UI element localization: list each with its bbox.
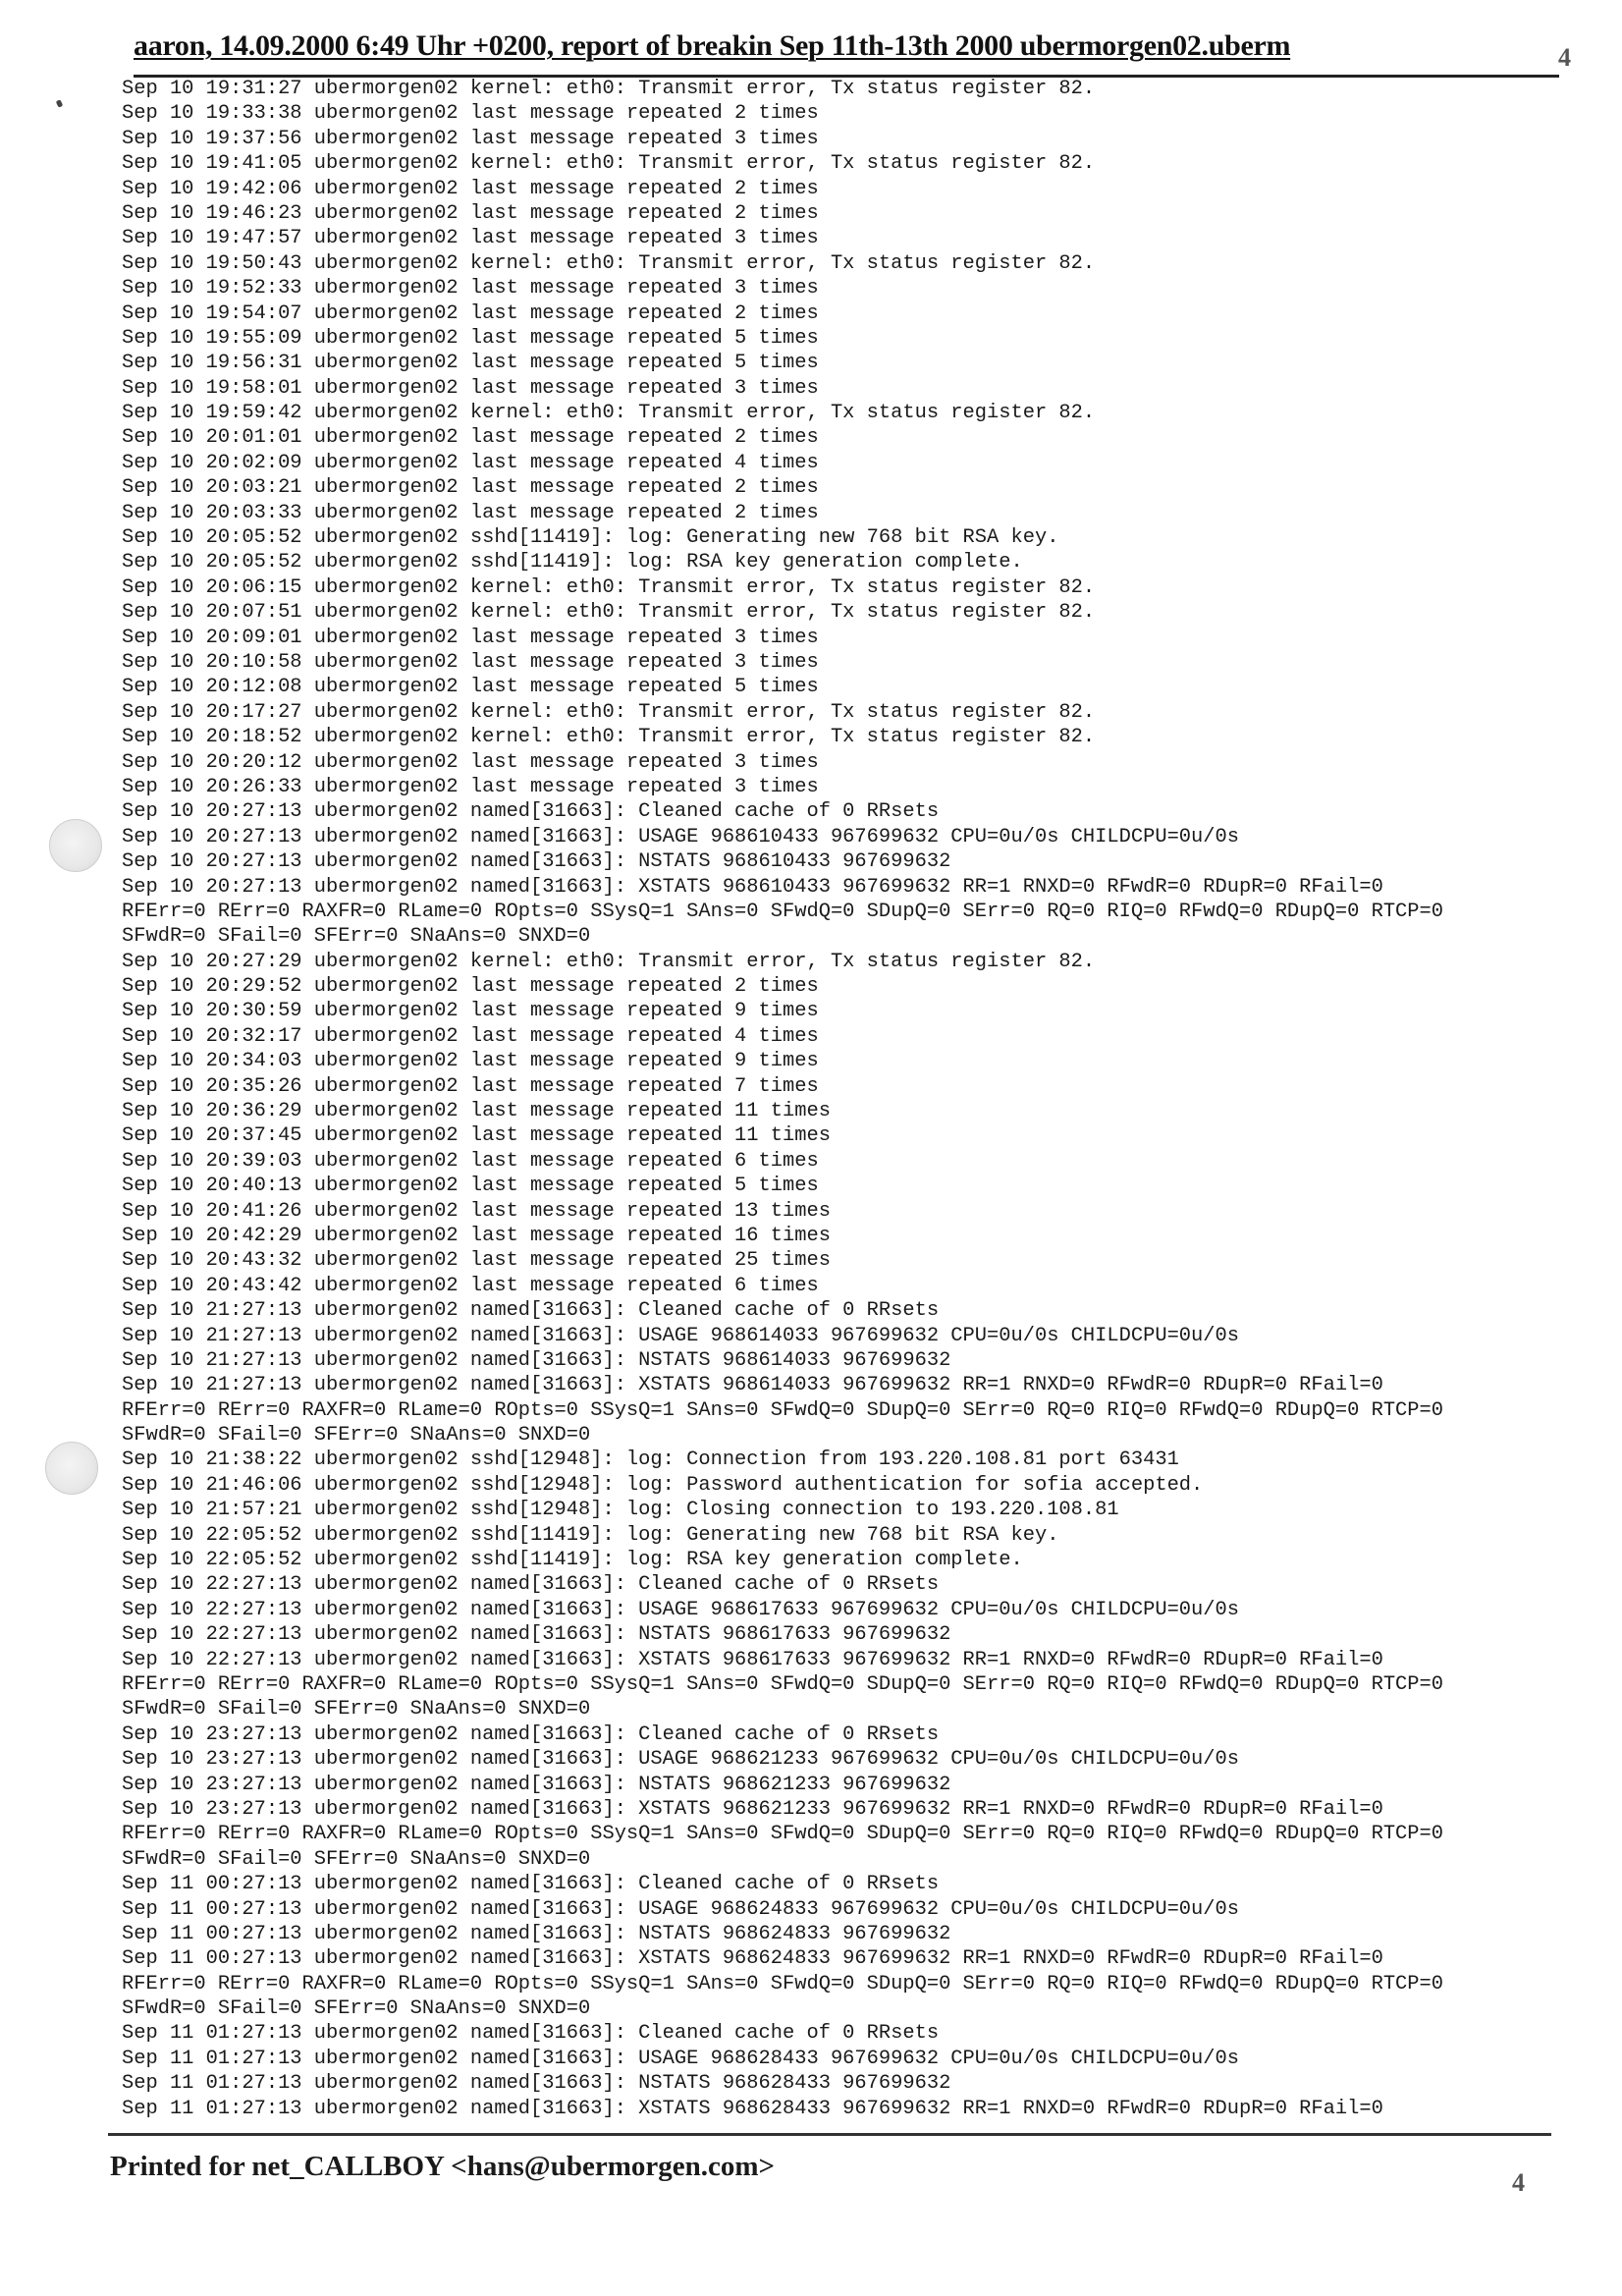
log-line: Sep 10 20:01:01 ubermorgen02 last message repeated 2 times (122, 426, 819, 450)
log-line: Sep 11 01:27:13 ubermorgen02 named[31663]: NSTATS 968628433 967699632 (122, 2072, 951, 2096)
log-body (122, 77, 1536, 2119)
footer-page-number: 4 (1512, 2168, 1525, 2197)
log-line: Sep 10 23:27:13 ubermorgen02 named[31663]: USAGE 968621233 967699632 CPU=0u/0s CHILDCPU=0u/0s (122, 1748, 1239, 1772)
header-page-number: 4 (1558, 43, 1571, 72)
log-line: Sep 10 19:50:43 ubermorgen02 kernel: eth0: Transmit error, Tx status register 82. (122, 251, 1096, 275)
log-line: Sep 11 00:27:13 ubermorgen02 named[31663]: Cleaned cache of 0 RRsets (122, 1873, 940, 1896)
log-line: RFErr=0 RErr=0 RAXFR=0 RLame=0 ROpts=0 SSysQ=1 SAns=0 SFwdQ=0 SDupQ=0 SErr=0 RQ=0 RIQ=0 RFwdQ=0 RDupQ=0 RTCP=0 (122, 1398, 1444, 1422)
log-line: Sep 10 20:27:13 ubermorgen02 named[31663]: USAGE 968610433 967699632 CPU=0u/0s CHILDCPU=0u/0s (122, 825, 1239, 848)
ink-speck (56, 99, 63, 107)
log-line: Sep 11 01:27:13 ubermorgen02 named[31663]: USAGE 968628433 967699632 CPU=0u/0s CHILDCPU=0u/0s (122, 2047, 1239, 2070)
log-line: Sep 10 20:42:29 ubermorgen02 last message repeated 16 times (122, 1224, 831, 1247)
log-line: Sep 10 23:27:13 ubermorgen02 named[31663]: NSTATS 968621233 967699632 (122, 1773, 951, 1796)
log-line: Sep 10 20:40:13 ubermorgen02 last message repeated 5 times (122, 1175, 819, 1198)
log-line: RFErr=0 RErr=0 RAXFR=0 RLame=0 ROpts=0 SSysQ=1 SAns=0 SFwdQ=0 SDupQ=0 SErr=0 RQ=0 RIQ=0 RFwdQ=0 RDupQ=0 RTCP=0 (122, 1972, 1444, 1995)
log-line: Sep 10 20:10:58 ubermorgen02 last message repeated 3 times (122, 650, 819, 674)
log-line: Sep 10 19:37:56 ubermorgen02 last message repeated 3 times (122, 127, 819, 150)
footer-divider (108, 2133, 1551, 2136)
log-line: RFErr=0 RErr=0 RAXFR=0 RLame=0 ROpts=0 SSysQ=1 SAns=0 SFwdQ=0 SDupQ=0 SErr=0 RQ=0 RIQ=0 RFwdQ=0 RDupQ=0 RTCP=0 (122, 1823, 1444, 1846)
log-line: Sep 10 20:37:45 ubermorgen02 last message repeated 11 times (122, 1124, 831, 1148)
log-line: Sep 11 00:27:13 ubermorgen02 named[31663]: XSTATS 968624833 967699632 RR=1 RNXD=0 RFwdR=0 RDupR=0 RFail=0 (122, 1947, 1383, 1971)
log-line: SFwdR=0 SFail=0 SFErr=0 SNaAns=0 SNXD=0 (122, 1698, 591, 1722)
log-line: Sep 10 20:34:03 ubermorgen02 last message repeated 9 times (122, 1050, 819, 1073)
log-line: Sep 10 20:05:52 ubermorgen02 sshd[11419]: log: Generating new 768 bit RSA key. (122, 526, 1059, 550)
log-line: Sep 10 23:27:13 ubermorgen02 named[31663]: Cleaned cache of 0 RRsets (122, 1722, 940, 1746)
log-line: Sep 10 20:06:15 ubermorgen02 kernel: eth0: Transmit error, Tx status register 82. (122, 575, 1096, 599)
log-line: Sep 10 21:38:22 ubermorgen02 sshd[12948]: log: Connection from 193.220.108.81 port 63431 (122, 1449, 1179, 1472)
log-line: Sep 10 19:31:27 ubermorgen02 kernel: eth0: Transmit error, Tx status register 82. (122, 78, 1096, 100)
log-line: Sep 10 20:36:29 ubermorgen02 last message repeated 11 times (122, 1100, 831, 1123)
log-line: Sep 10 22:27:13 ubermorgen02 named[31663]: Cleaned cache of 0 RRsets (122, 1573, 940, 1597)
log-line: Sep 11 01:27:13 ubermorgen02 named[31663]: Cleaned cache of 0 RRsets (122, 2022, 940, 2046)
log-line: Sep 10 23:27:13 ubermorgen02 named[31663]: XSTATS 968621233 967699632 RR=1 RNXD=0 RFwdR=0 RDupR=0 RFail=0 (122, 1797, 1383, 1821)
log-line: Sep 10 22:27:13 ubermorgen02 named[31663]: NSTATS 968617633 967699632 (122, 1623, 951, 1647)
log-line: Sep 10 19:59:42 ubermorgen02 kernel: eth0: Transmit error, Tx status register 82. (122, 402, 1096, 425)
log-line: Sep 10 20:29:52 ubermorgen02 last message repeated 2 times (122, 975, 819, 999)
log-line: Sep 10 21:27:13 ubermorgen02 named[31663]: XSTATS 968614033 967699632 RR=1 RNXD=0 RFwdR=0 RDupR=0 RFail=0 (122, 1374, 1383, 1397)
log-line: Sep 10 21:27:13 ubermorgen02 named[31663]: USAGE 968614033 967699632 CPU=0u/0s CHILDCPU=0u/0s (122, 1324, 1239, 1347)
log-line: Sep 10 20:03:33 ubermorgen02 last message repeated 2 times (122, 501, 819, 524)
log-line: Sep 10 22:27:13 ubermorgen02 named[31663]: XSTATS 968617633 967699632 RR=1 RNXD=0 RFwdR=0 RDupR=0 RFail=0 (122, 1648, 1383, 1671)
log-line: Sep 10 20:27:13 ubermorgen02 named[31663]: Cleaned cache of 0 RRsets (122, 800, 940, 824)
log-line: Sep 10 22:05:52 ubermorgen02 sshd[11419]: log: RSA key generation complete. (122, 1549, 1023, 1572)
page-title: aaron, 14.09.2000 6:49 Uhr +0200, report of breakin Sep 11th-13th 2000 ubermorgen02.uberm (134, 29, 1291, 62)
log-line: Sep 10 19:58:01 ubermorgen02 last message repeated 3 times (122, 376, 819, 400)
log-line: Sep 10 20:05:52 ubermorgen02 sshd[11419]: log: RSA key generation complete. (122, 551, 1023, 574)
log-line: Sep 10 20:30:59 ubermorgen02 last message repeated 9 times (122, 1000, 819, 1023)
log-line: Sep 10 20:32:17 ubermorgen02 last message repeated 4 times (122, 1024, 819, 1048)
log-line: Sep 10 19:33:38 ubermorgen02 last message repeated 2 times (122, 102, 819, 126)
log-line: Sep 10 22:05:52 ubermorgen02 sshd[11419]: log: Generating new 768 bit RSA key. (122, 1523, 1059, 1547)
log-line: Sep 10 19:42:06 ubermorgen02 last message repeated 2 times (122, 177, 819, 200)
log-line: Sep 10 20:27:13 ubermorgen02 named[31663]: NSTATS 968610433 967699632 (122, 850, 951, 874)
page-header (134, 29, 1571, 77)
log-line: RFErr=0 RErr=0 RAXFR=0 RLame=0 ROpts=0 SSysQ=1 SAns=0 SFwdQ=0 SDupQ=0 SErr=0 RQ=0 RIQ=0 RFwdQ=0 RDupQ=0 RTCP=0 (122, 900, 1444, 923)
log-line: Sep 10 20:27:13 ubermorgen02 named[31663]: XSTATS 968610433 967699632 RR=1 RNXD=0 RFwdR=0 RDupR=0 RFail=0 (122, 875, 1383, 899)
punch-hole (49, 819, 102, 872)
log-line: RFErr=0 RErr=0 RAXFR=0 RLame=0 ROpts=0 SSysQ=1 SAns=0 SFwdQ=0 SDupQ=0 SErr=0 RQ=0 RIQ=0 RFwdQ=0 RDupQ=0 RTCP=0 (122, 1673, 1444, 1696)
log-line: Sep 10 19:55:09 ubermorgen02 last message repeated 5 times (122, 326, 819, 350)
punch-hole (45, 1442, 98, 1495)
log-line: Sep 10 20:09:01 ubermorgen02 last message repeated 3 times (122, 626, 819, 649)
log-line: Sep 10 19:46:23 ubermorgen02 last message repeated 2 times (122, 201, 819, 225)
log-line: Sep 10 20:17:27 ubermorgen02 kernel: eth0: Transmit error, Tx status register 82. (122, 700, 1096, 724)
log-line: Sep 10 21:57:21 ubermorgen02 sshd[12948]: log: Closing connection to 193.220.108.81 (122, 1499, 1119, 1522)
log-line: Sep 10 20:39:03 ubermorgen02 last message repeated 6 times (122, 1149, 819, 1173)
log-line: SFwdR=0 SFail=0 SFErr=0 SNaAns=0 SNXD=0 (122, 1997, 591, 2021)
log-line: Sep 11 00:27:13 ubermorgen02 named[31663]: USAGE 968624833 967699632 CPU=0u/0s CHILDCPU=0u/0s (122, 1897, 1239, 1921)
log-line: Sep 10 20:43:42 ubermorgen02 last message repeated 6 times (122, 1274, 819, 1297)
log-line: Sep 10 20:43:32 ubermorgen02 last message repeated 25 times (122, 1249, 831, 1273)
log-line: Sep 10 20:02:09 ubermorgen02 last message repeated 4 times (122, 451, 819, 474)
log-line: Sep 10 20:35:26 ubermorgen02 last message repeated 7 times (122, 1074, 819, 1098)
log-line: Sep 11 00:27:13 ubermorgen02 named[31663]: NSTATS 968624833 967699632 (122, 1922, 951, 1945)
log-line: Sep 10 20:20:12 ubermorgen02 last message repeated 3 times (122, 750, 819, 774)
log-line: Sep 10 21:27:13 ubermorgen02 named[31663]: NSTATS 968614033 967699632 (122, 1348, 951, 1372)
log-line: Sep 10 21:27:13 ubermorgen02 named[31663]: Cleaned cache of 0 RRsets (122, 1299, 940, 1323)
log-line: Sep 10 19:47:57 ubermorgen02 last message repeated 3 times (122, 227, 819, 250)
log-line: Sep 10 20:41:26 ubermorgen02 last message repeated 13 times (122, 1199, 831, 1223)
log-line: SFwdR=0 SFail=0 SFErr=0 SNaAns=0 SNXD=0 (122, 925, 591, 949)
log-line: Sep 10 19:41:05 ubermorgen02 kernel: eth0: Transmit error, Tx status register 82. (122, 152, 1096, 176)
log-line: Sep 10 22:27:13 ubermorgen02 named[31663]: USAGE 968617633 967699632 CPU=0u/0s CHILDCPU=0u/0s (122, 1598, 1239, 1621)
log-line: Sep 10 19:52:33 ubermorgen02 last message repeated 3 times (122, 277, 819, 301)
log-line: Sep 10 20:18:52 ubermorgen02 kernel: eth0: Transmit error, Tx status register 82. (122, 726, 1096, 749)
log-line: SFwdR=0 SFail=0 SFErr=0 SNaAns=0 SNXD=0 (122, 1847, 591, 1871)
log-line: Sep 10 21:46:06 ubermorgen02 sshd[12948]: log: Password authentication for sofia accepted. (122, 1473, 1204, 1497)
log-line: Sep 10 19:54:07 ubermorgen02 last message repeated 2 times (122, 301, 819, 325)
log-line: Sep 10 20:27:29 ubermorgen02 kernel: eth0: Transmit error, Tx status register 82. (122, 950, 1096, 973)
log-line: Sep 10 20:26:33 ubermorgen02 last message repeated 3 times (122, 775, 819, 798)
log-line: Sep 10 20:03:21 ubermorgen02 last message repeated 2 times (122, 476, 819, 500)
log-line: Sep 10 20:12:08 ubermorgen02 last message repeated 5 times (122, 676, 819, 699)
log-line: Sep 11 01:27:13 ubermorgen02 named[31663]: XSTATS 968628433 967699632 RR=1 RNXD=0 RFwdR=0 RDupR=0 RFail=0 (122, 2097, 1383, 2120)
footer-printed-for: Printed for net_CALLBOY <hans@ubermorgen.com> (110, 2151, 776, 2182)
log-line: SFwdR=0 SFail=0 SFErr=0 SNaAns=0 SNXD=0 (122, 1424, 591, 1448)
log-line: Sep 10 19:56:31 ubermorgen02 last message repeated 5 times (122, 352, 819, 375)
log-line: Sep 10 20:07:51 ubermorgen02 kernel: eth0: Transmit error, Tx status register 82. (122, 601, 1096, 625)
